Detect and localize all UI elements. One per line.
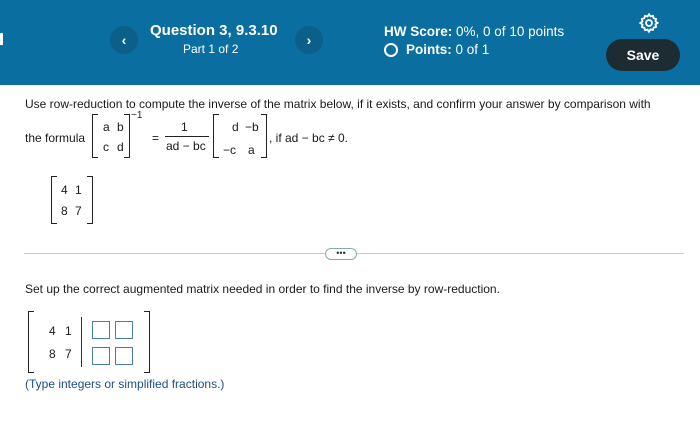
fraction-bar — [165, 136, 209, 137]
question-part: Part 1 of 2 — [183, 42, 239, 56]
matrix-cell: 8 — [61, 204, 68, 218]
augmented-matrix — [28, 311, 150, 373]
answer-input-r1c2[interactable] — [115, 321, 133, 339]
matrix-cell: 4 — [49, 324, 56, 338]
hw-score-value: 0%, 0 of 10 points — [456, 24, 565, 39]
previous-question-button[interactable] — [110, 26, 138, 54]
gear-icon[interactable] — [638, 12, 660, 34]
hw-score-label: HW Score: — [384, 24, 453, 39]
points-circle-icon — [384, 43, 398, 57]
formula-lead-text: the formula — [25, 131, 86, 145]
points — [384, 42, 489, 57]
expand-more-button[interactable]: ••• — [325, 248, 357, 260]
inverse-formula — [25, 110, 685, 174]
matrix-cell: 4 — [61, 183, 68, 197]
header-bar — [0, 0, 700, 85]
fraction-denominator: ad − bc — [166, 139, 206, 153]
answer-input-r2c1[interactable] — [92, 347, 110, 365]
augment-separator — [81, 317, 82, 367]
points-value: 0 of 1 — [455, 42, 490, 57]
matrix-cell: 1 — [75, 183, 82, 197]
matrix-cell: −b — [245, 120, 259, 134]
question-title: Question 3, 9.3.10 — [150, 22, 278, 39]
matrix-cell: −c — [223, 143, 237, 157]
answer-input-r2c2[interactable] — [115, 347, 133, 365]
matrix-cell: a — [103, 120, 110, 134]
left-edge-marker — [0, 33, 3, 45]
matrix-cell: d — [117, 140, 124, 154]
part-prompt: Set up the correct augmented matrix needed in order to find the inverse by row-reduction. — [25, 282, 500, 296]
fraction-numerator: 1 — [181, 120, 188, 134]
matrix-cell: a — [248, 143, 255, 157]
matrix-cell: 7 — [65, 347, 72, 361]
matrix-cell: 8 — [49, 347, 56, 361]
inverse-exponent: −1 — [131, 110, 143, 121]
matrix-cell: 7 — [75, 204, 82, 218]
adjugate-matrix — [213, 114, 267, 158]
answer-input-r1c1[interactable] — [92, 321, 110, 339]
hw-score — [384, 24, 564, 39]
instruction-text: Use row-reduction to compute the inverse of the matrix below, if it exists, and confirm your answer by comparison with — [25, 97, 651, 111]
equals-sign: = — [152, 131, 160, 145]
given-matrix — [51, 176, 93, 224]
chevron-left-icon: ‹ — [121, 32, 127, 48]
matrix-cell: b — [117, 120, 124, 134]
input-hint: (Type integers or simplified fractions.) — [25, 377, 225, 391]
points-label: Points: — [406, 42, 452, 57]
formula-matrix — [92, 114, 130, 158]
chevron-right-icon: › — [306, 32, 312, 48]
matrix-cell: d — [232, 120, 239, 134]
matrix-cell: c — [103, 140, 109, 154]
matrix-cell: 1 — [65, 324, 72, 338]
save-button[interactable]: Save — [606, 39, 680, 71]
formula-condition: , if ad − bc ≠ 0. — [269, 131, 348, 145]
next-question-button[interactable] — [295, 26, 323, 54]
